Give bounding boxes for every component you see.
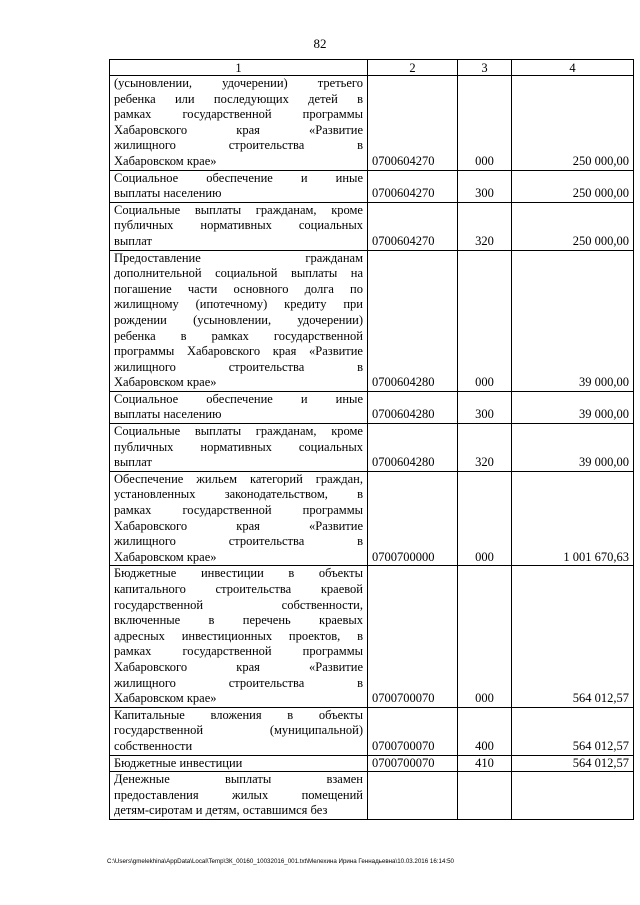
description-line: ребенка в рамках государственной (114, 328, 363, 343)
budget-table (109, 59, 634, 820)
row-expense-type: 000 (458, 566, 512, 707)
description-line: жилищного строительства в (114, 534, 363, 549)
description-line: Социальное обеспечение и иные (114, 170, 363, 185)
row-expense-type: 300 (458, 170, 512, 202)
row-amount: 250 000,00 (512, 76, 634, 171)
description-line: Хабаровском крае» (114, 549, 217, 564)
description-line: Капитальные вложения в объекты (114, 707, 363, 722)
description-line: Предоставление гражданам (114, 250, 363, 265)
row-code: 0700604270 (368, 170, 458, 202)
description-line: погашение части основного долга по (114, 281, 363, 296)
file-path-footer: C:\Users\gmelekhina\AppData\Local\Temp\ЗК_00160_10032016_001.txt\Мелехина Ирина Геннадьевна\10.03.2016 16:14:50 (107, 858, 454, 865)
description-line: выплат (114, 455, 152, 470)
table-header-row (110, 60, 634, 76)
row-code: 0700700000 (368, 471, 458, 566)
description-line: жилищного строительства в (114, 675, 363, 690)
row-expense-type: 320 (458, 424, 512, 472)
description-line: адресных инвестиционных проектов, в (114, 628, 363, 643)
table-row (110, 707, 634, 755)
table-row (110, 202, 634, 250)
row-description (110, 250, 368, 391)
description-line: Социальные выплаты гражданам, кроме (114, 202, 363, 217)
row-expense-type: 320 (458, 202, 512, 250)
row-description (110, 772, 368, 820)
table-row (110, 566, 634, 707)
header-col-3: 3 (458, 60, 512, 76)
table-row (110, 471, 634, 566)
row-description (110, 202, 368, 250)
row-amount: 564 012,57 (512, 566, 634, 707)
header-col-2: 2 (368, 60, 458, 76)
description-line: жилищного строительства в (114, 138, 363, 153)
row-description (110, 566, 368, 707)
header-col-4: 4 (512, 60, 634, 76)
row-code (368, 772, 458, 820)
description-line: Социальное обеспечение и иные (114, 391, 363, 406)
description-line: рамках государственной программы (114, 503, 363, 518)
row-code: 0700700070 (368, 755, 458, 772)
description-line: Бюджетные инвестиции (114, 755, 243, 770)
table-row (110, 76, 634, 171)
row-description (110, 170, 368, 202)
row-code: 0700604280 (368, 391, 458, 423)
table-row (110, 755, 634, 772)
row-description (110, 755, 368, 772)
row-expense-type: 000 (458, 471, 512, 566)
description-line: Обеспечение жильем категорий граждан, (114, 471, 363, 486)
description-line: Бюджетные инвестиции в объекты (114, 566, 363, 581)
description-line: Денежные выплаты взамен (114, 772, 363, 787)
description-line: (усыновлении, удочерении) третьего (114, 76, 363, 90)
row-code: 0700604270 (368, 202, 458, 250)
row-description (110, 471, 368, 566)
description-line: Социальные выплаты гражданам, кроме (114, 424, 363, 439)
row-amount (512, 772, 634, 820)
description-line: публичных нормативных социальных (114, 439, 363, 454)
description-line: рождении (усыновлении, удочерении) (114, 312, 363, 327)
description-line: собственности (114, 738, 193, 753)
description-line: включенные в перечень краевых (114, 613, 363, 628)
row-description (110, 391, 368, 423)
description-line: дополнительной социальной выплаты на (114, 266, 363, 281)
page-number: 82 (313, 36, 327, 51)
row-amount: 250 000,00 (512, 202, 634, 250)
row-amount: 1 001 670,63 (512, 471, 634, 566)
row-amount: 39 000,00 (512, 424, 634, 472)
table-row (110, 772, 634, 820)
description-line: Хабаровского края «Развитие (114, 518, 363, 533)
row-expense-type: 400 (458, 707, 512, 755)
row-expense-type: 300 (458, 391, 512, 423)
row-code: 0700604270 (368, 76, 458, 171)
description-line: предоставления жилых помещений (114, 787, 363, 802)
row-amount: 564 012,57 (512, 707, 634, 755)
row-amount: 564 012,57 (512, 755, 634, 772)
description-line: капитального строительства краевой (114, 582, 363, 596)
table-row (110, 250, 634, 391)
description-line: рамках государственной программы (114, 107, 363, 122)
description-line: Хабаровского края «Развитие (114, 659, 363, 674)
description-line: выплат (114, 233, 152, 248)
header-col-1: 1 (110, 60, 368, 76)
description-line: жилищному (ипотечному) кредиту при (114, 297, 363, 312)
description-line: программы Хабаровского края «Развитие (114, 344, 363, 359)
description-line: ребенка или последующих детей в (114, 91, 363, 106)
row-expense-type (458, 772, 512, 820)
description-line: рамках государственной программы (114, 644, 363, 659)
table-row (110, 391, 634, 423)
description-line: публичных нормативных социальных (114, 218, 363, 233)
description-line: Хабаровском крае» (114, 153, 217, 168)
description-line: Хабаровском крае» (114, 691, 217, 706)
description-line: Хабаровского края «Развитие (114, 122, 363, 137)
table-row (110, 424, 634, 472)
row-amount: 250 000,00 (512, 170, 634, 202)
description-line: выплаты населению (114, 407, 222, 422)
row-description (110, 76, 368, 171)
row-amount: 39 000,00 (512, 250, 634, 391)
row-code: 0700700070 (368, 566, 458, 707)
description-line: жилищного строительства в (114, 359, 363, 374)
table-row (110, 170, 634, 202)
row-expense-type: 000 (458, 76, 512, 171)
description-line: выплаты населению (114, 186, 222, 201)
row-description (110, 424, 368, 472)
description-line: установленных законодательством, в (114, 487, 363, 502)
description-line: государственной (муниципальной) (114, 723, 363, 738)
description-line: государственной собственности, (114, 597, 363, 612)
row-description (110, 707, 368, 755)
row-expense-type: 410 (458, 755, 512, 772)
row-expense-type: 000 (458, 250, 512, 391)
row-code: 0700700070 (368, 707, 458, 755)
row-amount: 39 000,00 (512, 391, 634, 423)
row-code: 0700604280 (368, 250, 458, 391)
description-line: детям-сиротам и детям, оставшимся без (114, 803, 328, 818)
row-code: 0700604280 (368, 424, 458, 472)
description-line: Хабаровском крае» (114, 375, 217, 390)
